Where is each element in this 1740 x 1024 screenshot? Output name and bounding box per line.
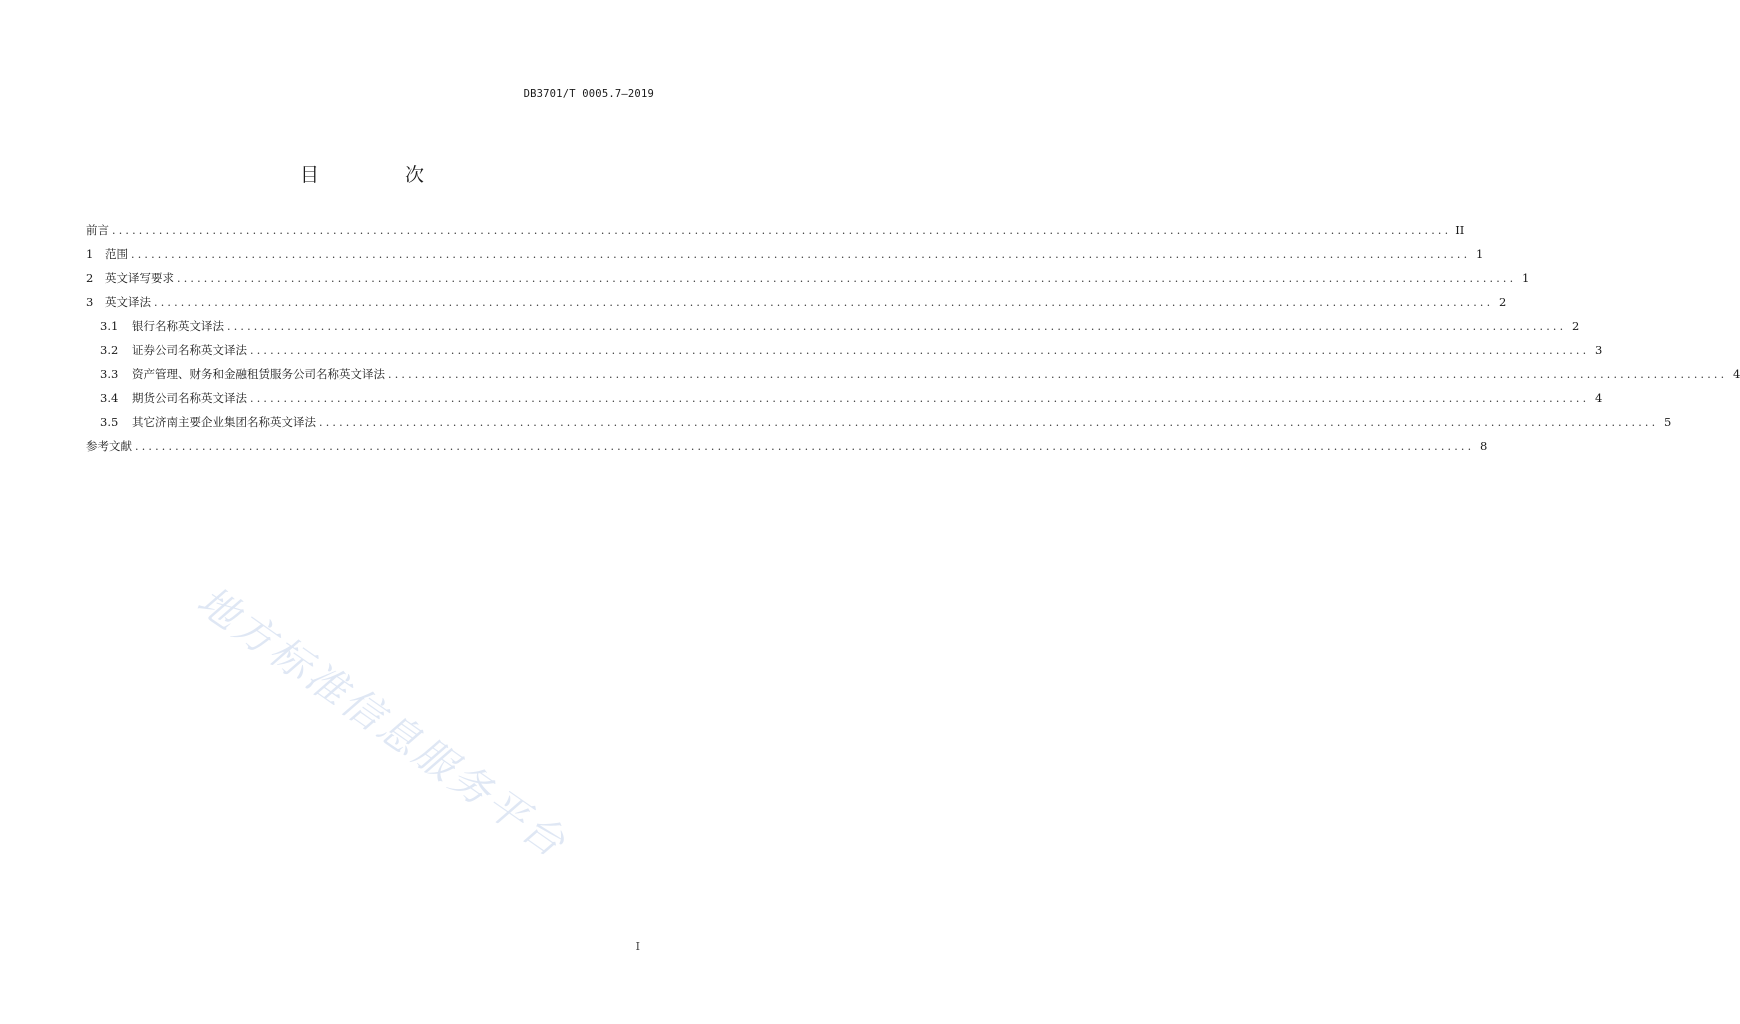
toc-entry-page: 2	[1499, 295, 1507, 309]
toc-entry-number: 3.5	[100, 415, 119, 429]
watermark: 地方标准信息服务平台	[188, 577, 576, 868]
toc-entry-number: 1	[86, 247, 94, 261]
toc-entry-page: 4	[1595, 391, 1603, 405]
toc-entry-label: 前言	[86, 223, 109, 237]
toc-entry[interactable]	[86, 410, 1672, 434]
toc-entry-page: 5	[1664, 415, 1672, 429]
toc-entry-page: 1	[1522, 271, 1530, 285]
toc-entry-label: 英文译写要求	[105, 271, 174, 285]
toc-entry-number: 2	[86, 271, 94, 285]
toc-entry-label: 范围	[105, 247, 128, 261]
toc-entry-label: 参考文献	[86, 439, 132, 453]
toc-leader-dots: ........................................................................................................................................................................................................	[131, 248, 1471, 261]
toc-leader-dots: ........................................................................................................................................................................................................	[250, 344, 1590, 357]
toc-entry-page: 8	[1480, 439, 1488, 453]
toc-entry-label: 证券公司名称英文译法	[132, 343, 247, 357]
toc-entry[interactable]	[86, 386, 1603, 410]
toc-entry[interactable]	[86, 266, 1530, 290]
toc-entry-number: 3.2	[100, 343, 119, 357]
toc-entry[interactable]	[86, 242, 1484, 266]
toc-entry[interactable]	[86, 290, 1507, 314]
toc-entry-page: II	[1455, 223, 1465, 237]
toc-leader-dots: ........................................................................................................................................................................................................	[388, 368, 1728, 381]
document-code: DB3701/T 0005.7—2019	[523, 88, 654, 100]
toc-leader-dots: ........................................................................................................................................................................................................	[227, 320, 1567, 333]
toc-entry[interactable]	[86, 218, 1465, 242]
footer-page-number: I	[635, 940, 640, 953]
toc-entry[interactable]	[86, 434, 1488, 458]
toc-entry-label: 其它济南主要企业集团名称英文译法	[132, 415, 316, 429]
toc-entry-number: 3.1	[100, 319, 119, 333]
toc-leader-dots: ........................................................................................................................................................................................................	[135, 440, 1475, 453]
toc-leader-dots: ........................................................................................................................................................................................................	[319, 416, 1659, 429]
page-title: 目 次	[299, 164, 465, 186]
toc-entry-page: 1	[1476, 247, 1484, 261]
toc-entry[interactable]	[86, 338, 1603, 362]
toc-entry[interactable]	[86, 362, 1740, 386]
toc-entry-number: 3.4	[100, 391, 119, 405]
toc-leader-dots: ........................................................................................................................................................................................................	[177, 272, 1517, 285]
toc-entry-number: 3.3	[100, 367, 119, 381]
toc-leader-dots: ........................................................................................................................................................................................................	[112, 224, 1452, 237]
toc-entry-label: 资产管理、财务和金融租赁服务公司名称英文译法	[132, 367, 385, 381]
toc-entry-number: 3	[86, 295, 94, 309]
toc-entry-label: 期货公司名称英文译法	[132, 391, 247, 405]
toc-entry-page: 2	[1572, 319, 1580, 333]
toc-entry-page: 4	[1733, 367, 1740, 381]
toc-leader-dots: ........................................................................................................................................................................................................	[154, 296, 1494, 309]
toc-entry-label: 银行名称英文译法	[132, 319, 224, 333]
toc-entry[interactable]	[86, 314, 1580, 338]
table-of-contents	[86, 218, 1740, 458]
toc-entry-label: 英文译法	[105, 295, 151, 309]
toc-leader-dots: ........................................................................................................................................................................................................	[250, 392, 1590, 405]
toc-entry-page: 3	[1595, 343, 1603, 357]
